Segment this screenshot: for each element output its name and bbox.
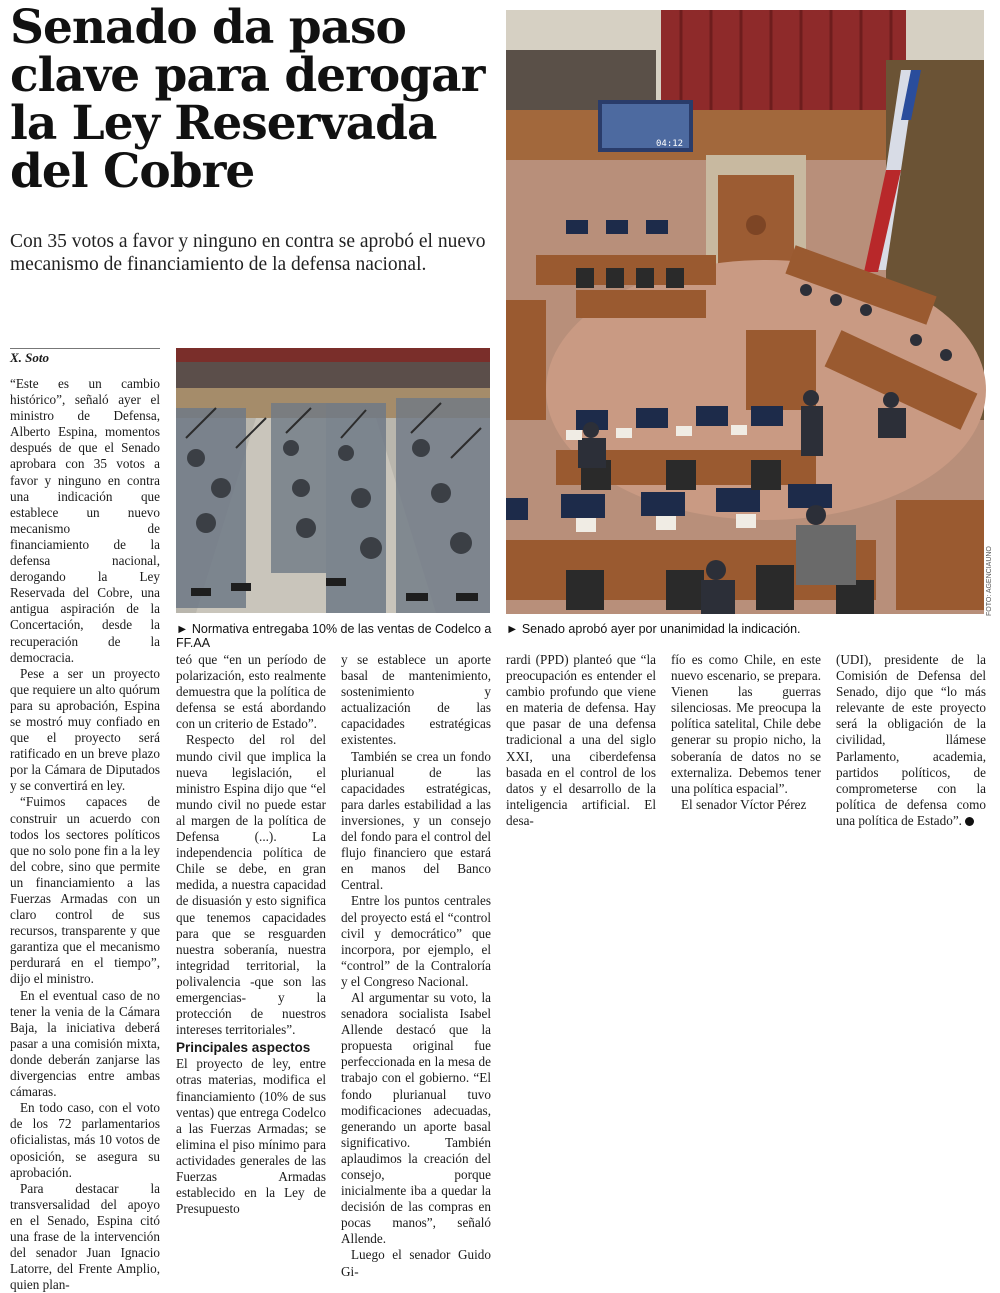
paragraph: El proyecto de ley, entre otras materias, modifica el financiamiento (10% de sus ventas) que entrega Codelco a las Fuerzas Armadas; se elimina el piso mínimo para actividades generales de las Fuerzas Armadas establecido en la Ley de Presupuesto: [176, 1056, 326, 1217]
paragraph: [836, 652, 986, 829]
military-parade-photo: [176, 348, 490, 613]
paragraph: “Este es un cambio histórico”, señaló ayer el ministro de Defensa, Alberto Espina, momentos después de que el Senado aprobara con 35 votos a favor y ninguno en contra una indicación que establece un nuevo mecanismo de financiamiento de la defensa nacional, derogando la Ley Reservada del Cobre, una antigua aspiración de la Concertación, desde la recuperación de la democracia.: [10, 376, 160, 665]
paragraph-text: (UDI), presidente de la Comisión de Defensa del Senado, dijo que “lo más relevante de este proyecto será la obligación de la civilidad, llámese Parlamento, academia, partidos políticos, de comprometerse con la política de defensa como una política de Estado”.: [836, 652, 986, 828]
senate-photo-caption: ► Senado aprobó ayer por unanimidad la indicación.: [506, 622, 801, 636]
paragraph: fío es como Chile, en este nuevo escenario, se prepara. Vienen las guerras silenciosas. Me preocupa la política satelital, Chile debe generar su propio nicho, la soberanía de datos no se externaliza. Debemos tener una política espacial”.: [671, 652, 821, 796]
paragraph: También se crea un fondo plurianual de las capacidades estratégicas, para darles estabilidad a las inversiones, y un consejo del fondo para el control del flujo financiero que estará en manos del Banco Central.: [341, 748, 491, 893]
paragraph: Pese a ser un proyecto que requiere un alto quórum para su aprobación, Espina se mostró muy confiado en que el proyecto será ratificado en un breve plazo por la Cámara de Diputados y se convertirá en ley.: [10, 665, 160, 794]
section-subheading: Principales aspectos: [176, 1040, 311, 1056]
subheadline: Con 35 votos a favor y ninguno en contra se aprobó el nuevo mecanismo de financiamiento de la defensa nacional.: [10, 231, 486, 275]
paragraph: Para destacar la transversalidad del apoyo en el Senado, Espina citó una frase de la intervención del senador Juan Ignacio Latorre, del Frente Amplio, quien plan-: [10, 1180, 160, 1293]
end-of-article-mark: [965, 817, 974, 826]
screen-clock: 04:12: [656, 139, 684, 149]
paragraph: rardi (PPD) planteó que “la preocupación es entender el cambio profundo que viene en materia de defensa. Hay que pasar de una defensa tradicional a una del siglo XXI, una ciberdefensa basada en el control de los datos y el desarrollo de la inteligencia artificial. El desa-: [506, 652, 656, 828]
paragraph: En todo caso, con el voto de los 72 parlamentarios oficialistas, más 10 votos de oposición, se asegura su aprobación.: [10, 1100, 160, 1180]
article-column-2: [176, 652, 326, 1222]
paragraph: Respecto del rol del mundo civil que implica la nueva legislación, el ministro Espina dijo que “el mundo civil no puede estar al margen de la política de Defensa (...). La independencia política de Chile se debe, en gran medida, a nuestra capacidad de disuasión y esto significa que tenemos capacidades para que se resguarden nuestra soberanía, nuestra integridad territorial, la polivalencia -que son las emergencias- y la protección de nuestros intereses territoriales”.: [176, 732, 326, 1038]
paragraph: “Fuimos capaces de construir un acuerdo con todos los sectores políticos que no solo pone fin a la ley del cobre, sino que permite un financiamiento a las Fuerzas Armadas con un claro control de sus recursos, transparente y que garantiza que el mecanismo perdurará en el tiempo”, dijo el ministro.: [10, 794, 160, 987]
paragraph: El senador Víctor Pérez: [681, 796, 807, 812]
byline-rule: [10, 348, 160, 349]
paragraph: Luego el senador Guido Gi-: [341, 1247, 491, 1279]
headline: Senado da paso clave para derogar la Ley Reservada del Cobre: [10, 0, 485, 199]
article-column-6: [836, 652, 986, 832]
article-column-4: [506, 652, 656, 832]
paragraph: En el eventual caso de no tener la venia de la Cámara Baja, la iniciativa deberá pasar a una comisión mixta, donde deberán zanjarse las divergencias entre ambas cámaras.: [10, 987, 160, 1100]
paragraph: Al argumentar su voto, la senadora socialista Isabel Allende destacó que la propuesta original fue perfeccionada en la mesa de trabajo con el gobierno. “El fondo plurianual tuvo modificaciones adecuadas, generando un aporte basal significativo. También aplaudimos la creación del consejo, porque inicialmente iba a quedar la decisión de las compras en pocas manos”, señaló Allende.: [341, 989, 491, 1247]
paragraph: y se establece un aporte basal de mantenimiento, sostenimiento y actualización de las capacidades estratégicas existentes.: [341, 652, 491, 748]
senate-chamber-photo: [506, 10, 984, 614]
article-column-5: [671, 652, 821, 832]
byline: X. Soto: [10, 350, 50, 365]
paragraph: teó que “en un período de polarización, esto realmente demuestra que la política de defensa se está abordando con un criterio de Estado”.: [176, 652, 326, 732]
paragraph: Entre los puntos centrales del proyecto está el “control civil y democrático” que incorpora, por ejemplo, el “control” de la Contraloría y el Congreso Nacional.: [341, 893, 491, 989]
article-column-3: [341, 652, 491, 1279]
article-column-1: [10, 376, 160, 1293]
photo-credit: FOTO: AGENCIAUNO: [986, 546, 993, 616]
parade-photo-caption: ► Normativa entregaba 10% de las ventas de Codelco a FF.AA: [176, 622, 492, 650]
